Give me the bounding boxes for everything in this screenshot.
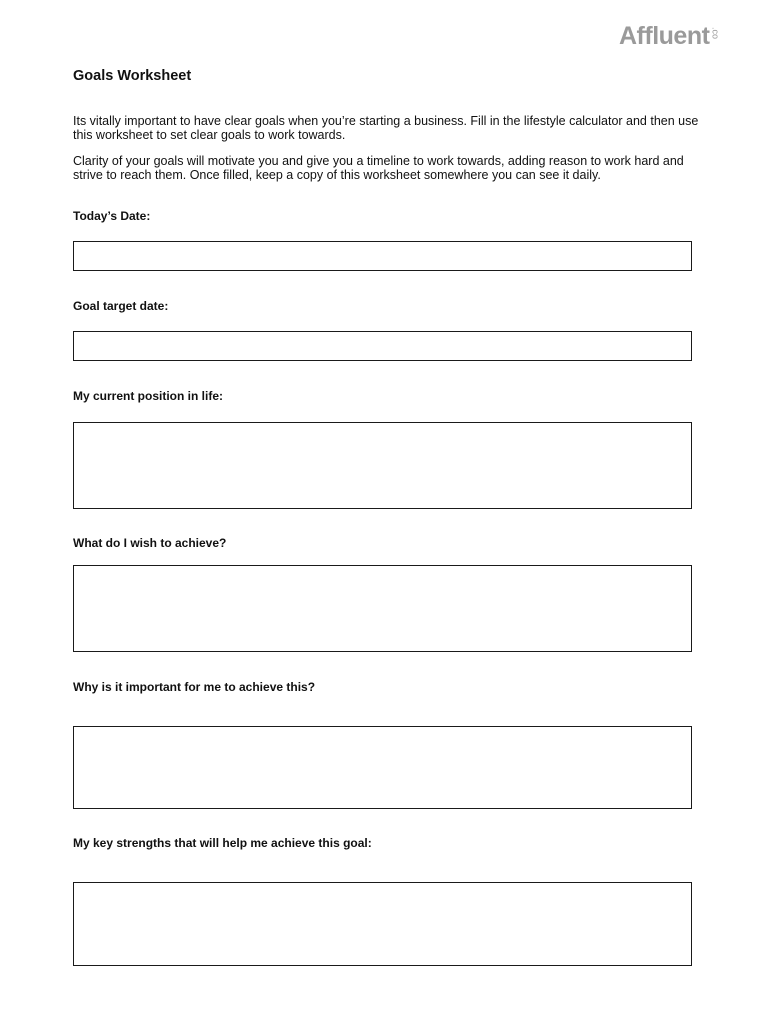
todays-date-field[interactable]: [73, 241, 692, 271]
logo-wordmark: Affluent: [619, 22, 710, 50]
current-position-field[interactable]: [73, 422, 692, 509]
wish-to-achieve-field[interactable]: [73, 565, 692, 652]
key-strengths-field[interactable]: [73, 882, 692, 966]
intro-paragraph: Its vitally important to have clear goals when you’re starting a business. Fill in the lifestyle calculator and then use this worksheet to set clear goals to work towards.: [73, 114, 699, 142]
logo-suffix: .co: [710, 27, 721, 40]
wish-to-achieve-label: What do I wish to achieve?: [73, 536, 227, 550]
todays-date-label: Today’s Date:: [73, 209, 151, 223]
page-title: Goals Worksheet: [73, 68, 192, 84]
key-strengths-label: My key strengths that will help me achieve this goal:: [73, 836, 372, 850]
current-position-label: My current position in life:: [73, 389, 224, 403]
goal-target-date-field[interactable]: [73, 331, 692, 361]
why-important-field[interactable]: [73, 726, 692, 809]
affluent-logo: [619, 22, 719, 50]
intro-paragraph: Clarity of your goals will motivate you and give you a timeline to work towards, adding reason to work hard and strive to reach them. Once filled, keep a copy of this worksheet somewhere you can see it daily.: [73, 154, 684, 182]
goal-target-date-label: Goal target date:: [73, 299, 169, 313]
why-important-label: Why is it important for me to achieve this?: [73, 680, 316, 694]
